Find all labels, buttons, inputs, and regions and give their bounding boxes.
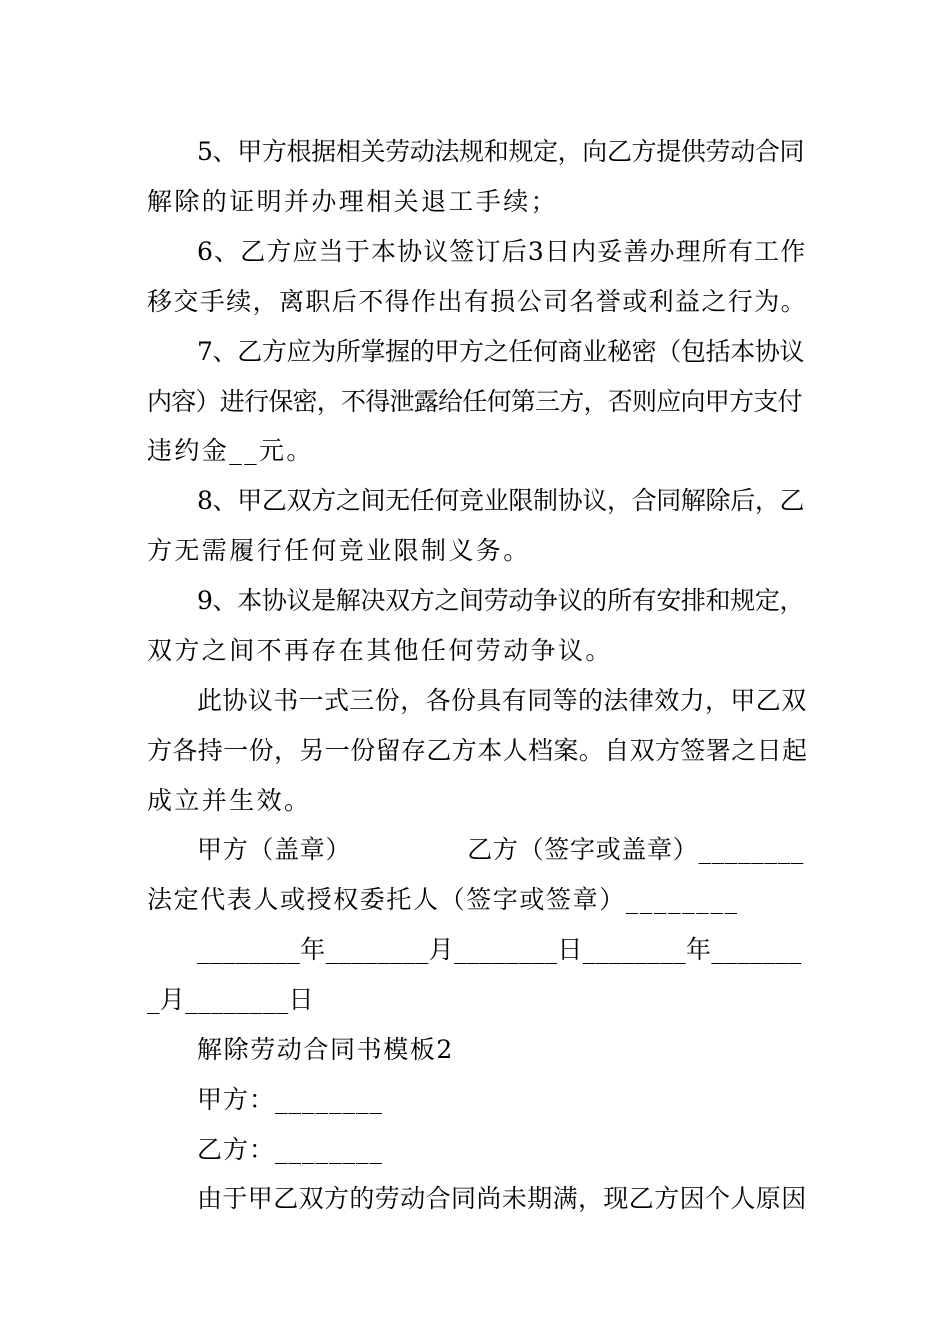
legal-representative-line: 法定代表人或授权委托人（签字或签章）________ (147, 885, 739, 914)
clause-7-line-2: 内容）进行保密，不得泄露给任何第三方，否则应向甲方支付 (147, 387, 802, 416)
clause-9-line-2: 双方之间不再存在其他任何劳动争议。 (147, 636, 613, 665)
clause-9-line-1: 9、本协议是解决双方之间劳动争议的所有安排和规定， (197, 586, 805, 615)
copies-line-3: 成立并生效。 (147, 786, 312, 815)
clause-8-line-1: 8、甲乙双方之间无任何竞业限制协议，合同解除后，乙 (197, 486, 805, 515)
clause-7-line-1: 7、乙方应为所掌握的甲方之任何商业秘密（包括本协议 (197, 337, 805, 366)
clause-7-line-3: 违约金__元。 (147, 436, 314, 465)
copies-line-1: 此协议书一式三份，各份具有同等的法律效力，甲乙双 (197, 686, 807, 715)
reason-line-1: 由于甲乙双方的劳动合同尚未期满，现乙方因个人原因 (197, 1184, 807, 1213)
clause-5-line-2: 解除的证明并办理相关退工手续； (147, 187, 559, 216)
clause-6-line-2: 移交手续，离职后不得作出有损公司名誉或利益之行为。 (147, 287, 808, 316)
clause-6-line-1: 6、乙方应当于本协议签订后3日内妥善办理所有工作 (197, 237, 807, 266)
clause-5-line-1: 5、甲方根据相关劳动法规和规定，向乙方提供劳动合同 (197, 137, 805, 166)
party-b-line: 乙方：________ (197, 1135, 384, 1164)
template-2-heading: 解除劳动合同书模板2 (197, 1035, 454, 1064)
date-line-2: _月________日 (147, 985, 314, 1014)
party-a-line: 甲方：________ (197, 1085, 384, 1114)
copies-line-2: 方各持一份，另一份留存乙方本人档案。自双方签署之日起 (147, 736, 808, 765)
signature-parties-line: 甲方（盖章） 乙方（签字或盖章）________ (197, 835, 805, 864)
date-line-1: ________年________月________日________年_______ (197, 935, 802, 964)
clause-8-line-2: 方无需履行任何竞业限制义务。 (147, 536, 531, 565)
